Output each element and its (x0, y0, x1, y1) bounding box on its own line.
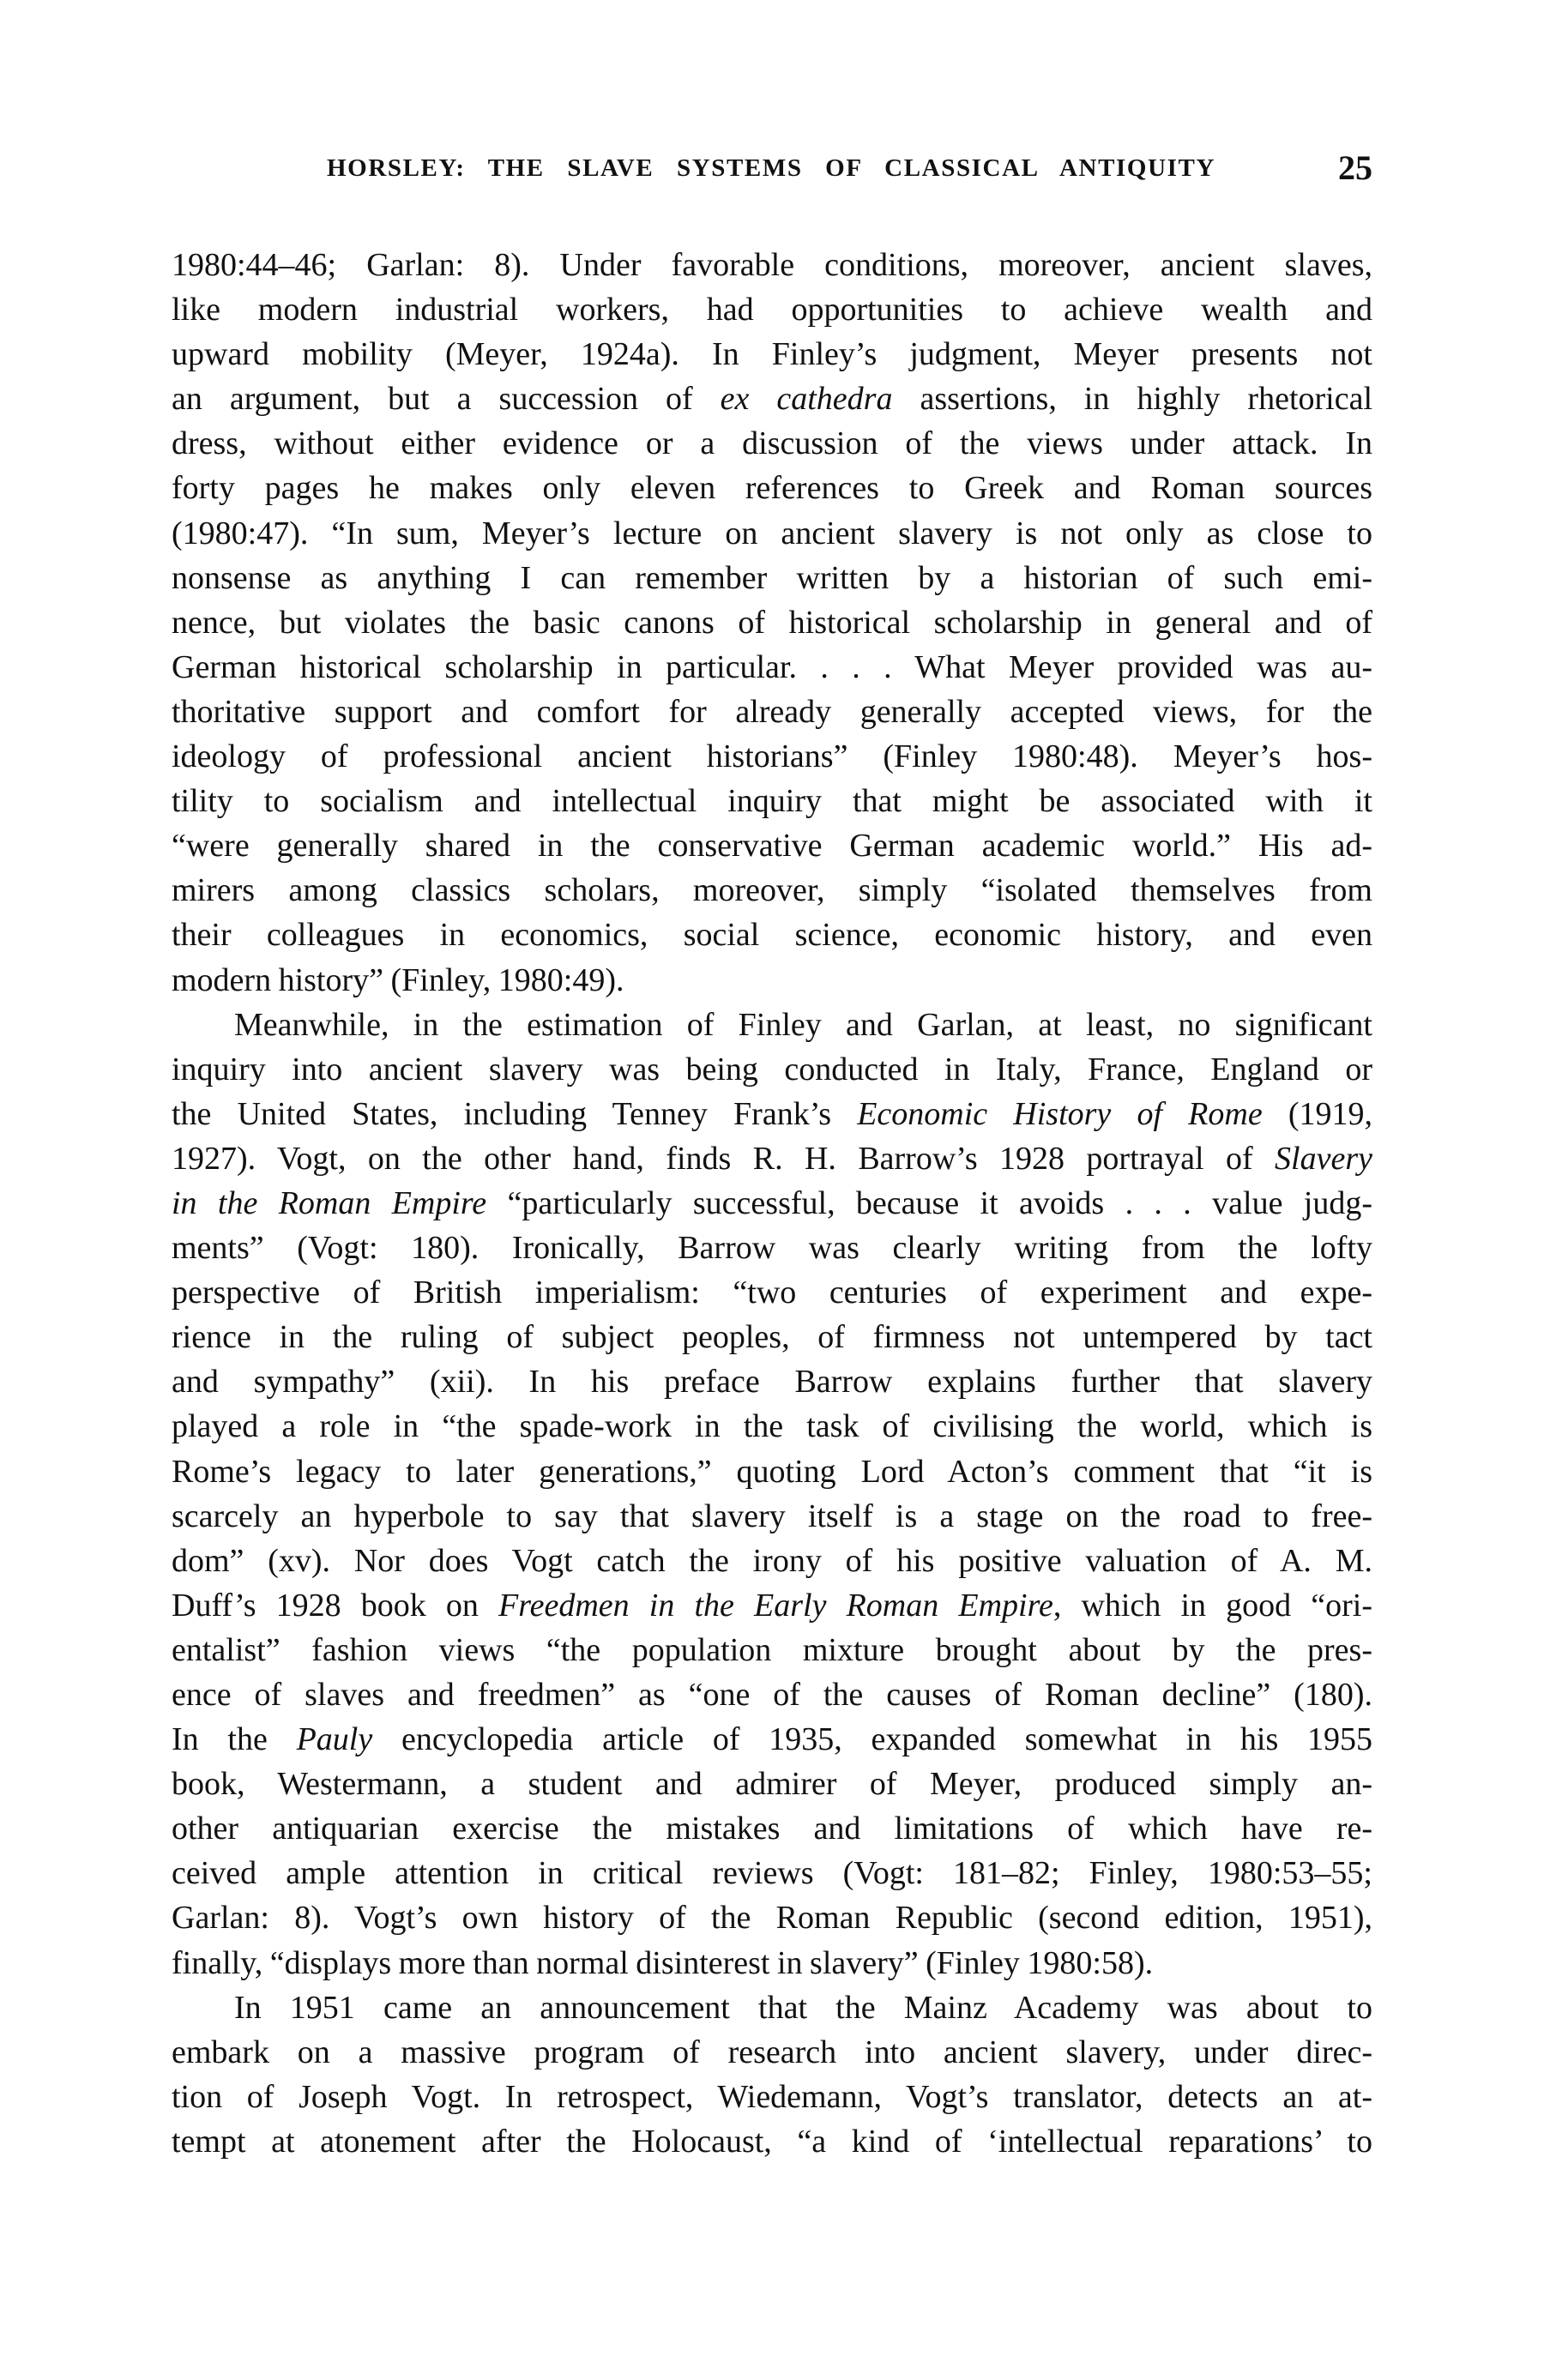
line-text: In the (172, 1721, 297, 1758)
running-title: HORSLEY: THE SLAVE SYSTEMS OF CLASSICAL ANTIQUITY (327, 154, 1215, 182)
line-text: nence, but violates the basic canons of historical scholarship in general and of (172, 604, 1372, 641)
text-line-paragraph-start (172, 1003, 1372, 1047)
line-text: dress, without either evidence or a discussion of the views under attack. In (172, 425, 1372, 462)
text-line (172, 243, 1372, 287)
line-text: forty pages he makes only eleven references to Greek and Roman sources (172, 470, 1372, 507)
text-line (172, 1047, 1372, 1092)
text-line (172, 1672, 1372, 1717)
line-text: tion of Joseph Vogt. In retrospect, Wiedemann, Vogt’s translator, detects an at- (172, 2078, 1372, 2115)
line-text: modern history” (Finley, 1980:49). (172, 961, 624, 998)
line-text: encyclopedia article of 1935, expanded somewhat in his 1955 (372, 1721, 1373, 1758)
italic-book-title: Freedmen in the Early Roman Empire (498, 1587, 1053, 1624)
line-text: , which in good “ori- (1052, 1587, 1372, 1624)
line-text: their colleagues in economics, social science, economic history, and even (172, 917, 1372, 954)
line-text: “were generally shared in the conservative German academic world.” His ad- (172, 828, 1372, 865)
line-text: ideology of professional ancient historians” (Finley 1980:48). Meyer’s hos- (172, 738, 1372, 775)
text-line (172, 1449, 1372, 1494)
line-text: embark on a massive program of research into ancient slavery, under direc- (172, 2034, 1372, 2070)
text-line (172, 868, 1372, 913)
line-text: tempt at atonement after the Holocaust, “a kind of ‘intellectual reparations’ to (172, 2123, 1372, 2160)
line-text: ments” (Vogt: 180). Ironically, Barrow was clearly writing from the lofty (172, 1230, 1372, 1267)
text-line (172, 287, 1372, 332)
running-head (172, 148, 1372, 187)
line-text: and sympathy” (xii). In his preface Barrow explains further that slavery (172, 1364, 1372, 1401)
line-text: other antiquarian exercise the mistakes and limitations of which have re- (172, 1811, 1372, 1847)
line-text: tility to socialism and intellectual inquiry that might be associated with it (172, 783, 1372, 820)
line-text: ence of slaves and freedmen” as “one of the causes of Roman decline” (180). (172, 1677, 1372, 1713)
italic-book-title: in the Roman Empire (172, 1184, 487, 1221)
line-text: thoritative support and comfort for already generally accepted views, for the (172, 693, 1372, 730)
line-text: (1919, (1262, 1095, 1373, 1132)
line-text: upward mobility (Meyer, 1924a). In Finley’s judgment, Meyer presents not (172, 336, 1372, 373)
text-line (172, 1583, 1372, 1628)
line-text: an argument, but a succession of (172, 381, 721, 418)
line-text: In 1951 came an announcement that the Mainz Academy was about to (234, 1989, 1372, 2026)
line-text: assertions, in highly rhetorical (892, 381, 1373, 418)
text-line (172, 2119, 1372, 2164)
italic-book-title: Slavery (1275, 1140, 1372, 1177)
text-line (172, 779, 1372, 823)
text-line (172, 1628, 1372, 1672)
line-text: Garlan: 8). Vogt’s own history of the Roman Republic (second edition, 1951), (172, 1900, 1372, 1937)
line-text: German historical scholarship in particular. . . . What Meyer provided was au- (172, 648, 1372, 685)
text-line (172, 421, 1372, 466)
line-text: 1927). Vogt, on the other hand, finds R. H. Barrow’s 1928 portrayal of (172, 1140, 1276, 1177)
text-line (172, 1315, 1372, 1359)
text-line (172, 1359, 1372, 1404)
text-line-paragraph-end (172, 1941, 1372, 1985)
text-line (172, 466, 1372, 510)
line-text: ceived ample attention in critical reviews (Vogt: 181–82; Finley, 1980:53–55; (172, 1855, 1372, 1892)
text-line (172, 556, 1372, 600)
text-line (172, 913, 1372, 957)
line-text: the United States, including Tenney Frank’s (172, 1095, 858, 1132)
text-line (172, 823, 1372, 868)
text-line (172, 2075, 1372, 2119)
text-line (172, 1136, 1372, 1181)
text-line (172, 600, 1372, 645)
text-line (172, 2030, 1372, 2075)
line-text: perspective of British imperialism: “two centuries of experiment and expe- (172, 1274, 1372, 1311)
line-text: played a role in “the spade-work in the task of civilising the world, which is (172, 1408, 1372, 1445)
text-line (172, 1717, 1372, 1762)
text-line (172, 734, 1372, 779)
text-line (172, 377, 1372, 421)
line-text: Duff’s 1928 book on (172, 1587, 499, 1624)
line-text: scarcely an hyperbole to say that slavery itself is a stage on the road to free- (172, 1497, 1372, 1534)
text-line (172, 1226, 1372, 1270)
italic-title: Pauly (296, 1721, 373, 1758)
line-text: finally, “displays more than normal disinterest in slavery” (Finley 1980:58). (172, 1944, 1154, 1981)
italic-book-title: Economic History of Rome (857, 1095, 1263, 1132)
text-line (172, 1851, 1372, 1895)
text-line-paragraph-start (172, 1985, 1372, 2030)
text-line (172, 511, 1372, 556)
text-line (172, 1494, 1372, 1539)
text-line (172, 1270, 1372, 1315)
text-line-paragraph-end (172, 958, 1372, 1003)
line-text: dom” (xv). Nor does Vogt catch the irony of his positive valuation of A. M. (172, 1542, 1372, 1579)
text-line (172, 690, 1372, 734)
text-line (172, 1895, 1372, 1940)
line-text: like modern industrial workers, had opportunities to achieve wealth and (172, 292, 1372, 328)
text-line (172, 1762, 1372, 1806)
line-text: rience in the ruling of subject peoples, of firmness not untempered by tact (172, 1319, 1372, 1356)
line-text: (1980:47). “In sum, Meyer’s lecture on ancient slavery is not only as close to (172, 515, 1372, 551)
body-text (172, 243, 1372, 2164)
text-line (172, 645, 1372, 690)
line-text: “particularly successful, because it avoids . . . value judg- (486, 1184, 1373, 1221)
line-text: nonsense as anything I can remember written by a historian of such emi- (172, 559, 1372, 596)
line-text: inquiry into ancient slavery was being conducted in Italy, France, England or (172, 1051, 1372, 1088)
line-text: Meanwhile, in the estimation of Finley and Garlan, at least, no significant (234, 1006, 1372, 1043)
line-text: mirers among classics scholars, moreover, simply “isolated themselves from (172, 872, 1372, 909)
line-text: book, Westermann, a student and admirer of Meyer, produced simply an- (172, 1766, 1372, 1803)
text-line (172, 1181, 1372, 1226)
text-line (172, 1539, 1372, 1583)
italic-phrase: ex cathedra (720, 381, 893, 418)
line-text: 1980:44–46; Garlan: 8). Under favorable conditions, moreover, ancient slaves, (172, 247, 1372, 283)
text-line (172, 1806, 1372, 1851)
text-line (172, 1404, 1372, 1449)
line-text: Rome’s legacy to later generations,” quoting Lord Acton’s comment that “it is (172, 1453, 1372, 1490)
text-line (172, 1092, 1372, 1136)
line-text: entalist” fashion views “the population mixture brought about by the pres- (172, 1631, 1372, 1668)
page-number: 25 (1338, 148, 1372, 187)
text-line (172, 332, 1372, 377)
